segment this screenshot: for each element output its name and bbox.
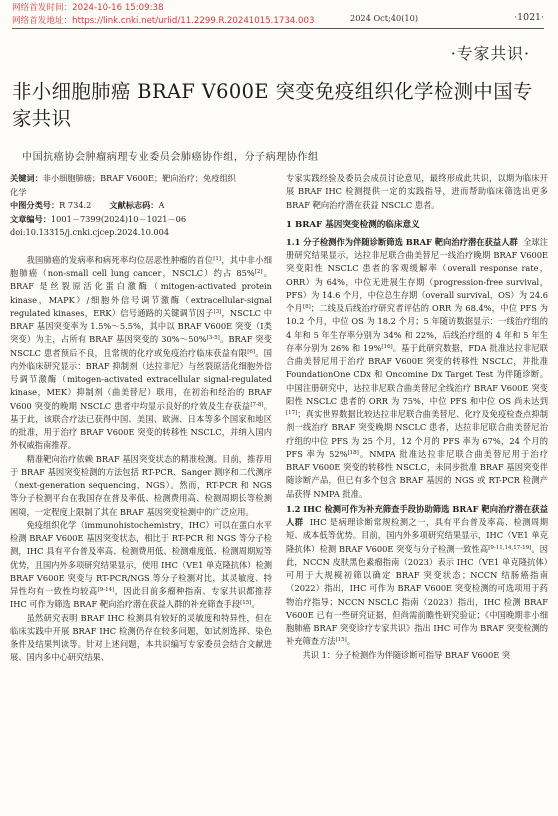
article-number: 1001－7399(2024)10－1021－06: [50, 213, 187, 224]
citation-marker[interactable]: [9-11,14,17-19]: [488, 544, 532, 551]
paragraph-detection-methods: 精准靶向治疗依赖 BRAF 基因突变状态的精准检测。目前，推荐用于 BRAF 基因突变检测的方法包括 RT-PCR、Sanger 测序和二代测序（next-generation sequencing，NGS）。然而，RT-PCR 和 NGS 等分子检测平台在我国存在普及率低、检测费用高、检测周期长等检测困境，一定程度上限制了其在 BRAF 基因突变检测中的广泛应用。: [10, 453, 272, 517]
citation-marker[interactable]: [6]: [247, 348, 256, 355]
citation-marker[interactable]: [8]: [302, 304, 311, 310]
citation-marker[interactable]: [1]: [213, 255, 222, 262]
section-heading-1: 1 BRAF 基因突变检测的临床意义: [286, 219, 420, 230]
left-column: [10, 172, 272, 665]
clc-label: 中图分类号：: [10, 200, 60, 211]
issue-info: 2024 Oct;40(10): [350, 13, 419, 23]
citation-marker[interactable]: [15]: [240, 600, 252, 607]
keywords-label: 关键词：: [10, 173, 43, 183]
article-number-label: 文章编号：: [10, 213, 51, 224]
running-header: [12, 12, 544, 26]
citation-marker[interactable]: [3-5]: [206, 335, 220, 342]
doc-code-label: 文献标志码：: [109, 200, 159, 211]
article-number-line: [10, 213, 272, 227]
keywords: 非小细胞肺癌；BRAF V600E；靶向治疗；免疫组织化学: [10, 173, 236, 197]
citation-marker[interactable]: [18]: [347, 449, 359, 456]
paragraph-intro: 我国肺癌的发病率和病死率均位居恶性肿瘤的首位[1]，其中非小细胞肺癌（non-small cell lung cancer，NSCLC）约占 85%[2]。BRAF 是丝裂原活化蛋白激酶（mitogen-activated protein kinase，MAPK）/细胞外信号调节激酶（extracellular-signal regulated kinases，ERK）信号通路的关键调节因子[3]，NSCLC 中 BRAF 基因突变率为 1.5%～5.5%，其中以 BRAF V600E 突变（Ⅰ类突变）为主，占所有 BRAF 基因突变的 30%～50%[3-5]。BRAF 突变 NSCLC 患者预后不良，且常规的化疗或免疫治疗临床获益有限[6]。国内外临床研究显示：BRAF 抑制剂（达拉非尼）与丝裂原活化细胞外信号调节激酶（mitogen-activated extracellular signal-regulated kinase，MEK）抑制剂（曲美替尼）联用，在初治和经治的 BRAF V600 突变的晚期 NSCLC 患者中均显示良好的疗效及生存获益[7-8]。基于此，该联合疗法已获得中国、美国、欧洲、日本等多个国家和地区的批准，用于治疗 BRAF V600E 突变的转移性 NSCLC，并纳入国内外权威指南推荐。: [10, 254, 273, 451]
paragraph-ihc: 免疫组织化学（immunohistochemistry，IHC）可以在蛋白水平检测 BRAF V600E 基因突变状态，相比于 RT-PCR 和 NGS 等分子检测，IHC 具有平台普及率高、检测费用低、检测难度低、检测周期短等优势，且国内外多项研究结果显示，使用 IHC（VE1 单克隆抗体）检测 BRAF V600E 突变与 RT-PCR/NGS 等分子检测对比，其灵敏度、特异性均有一致性均较高[9-14]，因此目前多瘤种指南、专家共识都推荐 IHC 可作为筛选 BRAF 靶向治疗潜在获益人群的补充筛查手段[15]。: [10, 519, 273, 610]
citation-marker[interactable]: [9-14]: [97, 587, 115, 594]
right-column: [286, 172, 548, 662]
paragraph-consensus-purpose: 专家实践经验及委员会成员讨论意见，最终形成此共识，以期为临床开展 BRAF IHC 检测提供一定的实践指导，进而帮助临床筛选出更多 BRAF 靶向治疗潜在获益 NSCLC 患者。: [286, 173, 548, 210]
doi[interactable]: doi:10.13315/j.cnki.cjcep.2024.10.004: [10, 227, 170, 238]
page-number: ·1021·: [514, 12, 544, 23]
subsection-1-2: [286, 503, 548, 649]
subsection-1-1-text: 全球注册研究结果显示，达拉非尼联合曲美替尼一线治疗晚期 BRAF V600E 突变阳性 NSCLC 患者的客观缓解率（overall response rate，ORR）为 64%，中位无进展生存期（progression-free survival，PFS）为 14.6 个月，中位总生存期（overall survival，OS）为 24.6 个月[8]；二线及后线治疗研究者评估的 ORR 为 68.4%，中位 PFS 为 10.2 个月，中位 OS 为 18.2 个月；5 年随访数据显示：一线治疗组的 4 年和 5 年生存率分别为 34% 和 22%，后线治疗组的 4 年和 5 年生存率分别为 26% 和 19%[16]。基于此研究数据，FDA 批准达拉非尼联合曲美替尼用于治疗 BRAF V600E 突变的转移性 NSCLC，并批准 FoundationOne CDx 和 Oncomine Dx Target Test 为伴随诊断。中国注册研究中，达拉非尼联合曲美替尼全线治疗 BRAF V600E 突变阳性 NSCLC 患者的 ORR 为 75%，中位 PFS 和中位 OS 尚未达到[17]；真实世界数据比较达拉非尼联合曲美替尼、化疗及免疫检查点抑制剂一线治疗 BRAF 突变晚期 NSCLC 患者，达拉非尼联合曲美替尼治疗组的中位 PFS 为 25 个月，12 个月的 PFS 率为 67%，24 个月的 PFS 率为 52%[18]。NMPA 批准达拉非尼联合曲美替尼用于治疗 BRAF V600E 突变的转移性 NSCLC，未同步批准 BRAF 基因突变伴随诊断产品，但已有多个包含 BRAF 基因的 NGS 或 RT-PCR 检测产品获得 NMPA 批准。: [286, 236, 549, 499]
subsection-1-1: [286, 236, 548, 501]
citation-marker[interactable]: [7-8]: [250, 401, 264, 408]
citation-marker[interactable]: [2]: [254, 269, 263, 276]
article-title: 非小细胞肺癌 BRAF V600E 突变免疫组织化学检测中国专家共识: [12, 80, 533, 130]
doc-code: A: [158, 200, 165, 211]
consensus-1: 共识 1：分子检测作为伴随诊断可指导 BRAF V600E 突: [302, 649, 511, 660]
paragraph-problems: 虽然研究表明 BRAF IHC 检测具有较好的灵敏度和特异性，但在临床实践中开展 BRAF IHC 检测仍存在较多问题，如试剂选择、染色条件及结果判读等。针对上述问题，本共识编写专家委员会结合文献进展、国内多中心研究结果、: [10, 612, 272, 663]
article-meta: [10, 172, 272, 240]
header-divider: [12, 28, 544, 29]
classification-line: [10, 199, 272, 213]
clc-number: R 734.2: [59, 200, 92, 211]
citation-marker[interactable]: [16]: [381, 343, 393, 350]
article-authors: 中国抗癌协会肿瘤病理专业委员会肺癌协作组，分子病理协作组: [22, 152, 319, 163]
citation-marker[interactable]: [3]: [213, 308, 222, 315]
section-tag: ·专家共识·: [450, 44, 530, 63]
keywords-line: [10, 172, 272, 199]
subsection-heading-1-2: 1.2 IHC 检测可作为补充筛查手段协助筛选 BRAF 靶向治疗潜在获益人群: [286, 503, 548, 527]
subsection-heading-1-1: 1.1 分子检测作为伴随诊断筛选 BRAF 靶向治疗潜在获益人群: [286, 236, 518, 247]
citation-marker[interactable]: [17]: [286, 410, 298, 416]
citation-marker[interactable]: [15]: [335, 637, 347, 644]
online-first-url[interactable]: 网络首发地址：https://link.cnki.net/urlid/11.2299.R.20241015.1734.003: [12, 15, 315, 26]
online-first-time: 网络首发时间：2024-10-16 15:09:38: [12, 3, 164, 13]
subsection-1-2-text: IHC 是病理诊断常规检测之一，具有平台普及率高、检测周期短、成本低等优势。目前，国内外多项研究结果显示，IHC（VE1 单克隆抗体）检测 BRAF V600E 突变与分子检测一致性高[9-11,14,17-19]。因此，NCCN 皮肤黑色素瘤指南（2023）表示 IHC（VE1 单克隆抗体）可用于大规模初筛以确定 BRAF 突变状态；NCCN 结肠癌指南（2022）指出，IHC 可作为 BRAF V600E 突变检测的可选项用于药物治疗指导；NCCN NSCLC 指南（2023）指出，IHC 检测 BRAF V600E 已有一些研究证据，但尚需前瞻性研究验证；《中国晚期非小细胞肺癌 BRAF 突变诊疗专家共识》指出 IHC 可作为 BRAF 突变检测的补充筛查方法[15]。: [286, 517, 549, 647]
